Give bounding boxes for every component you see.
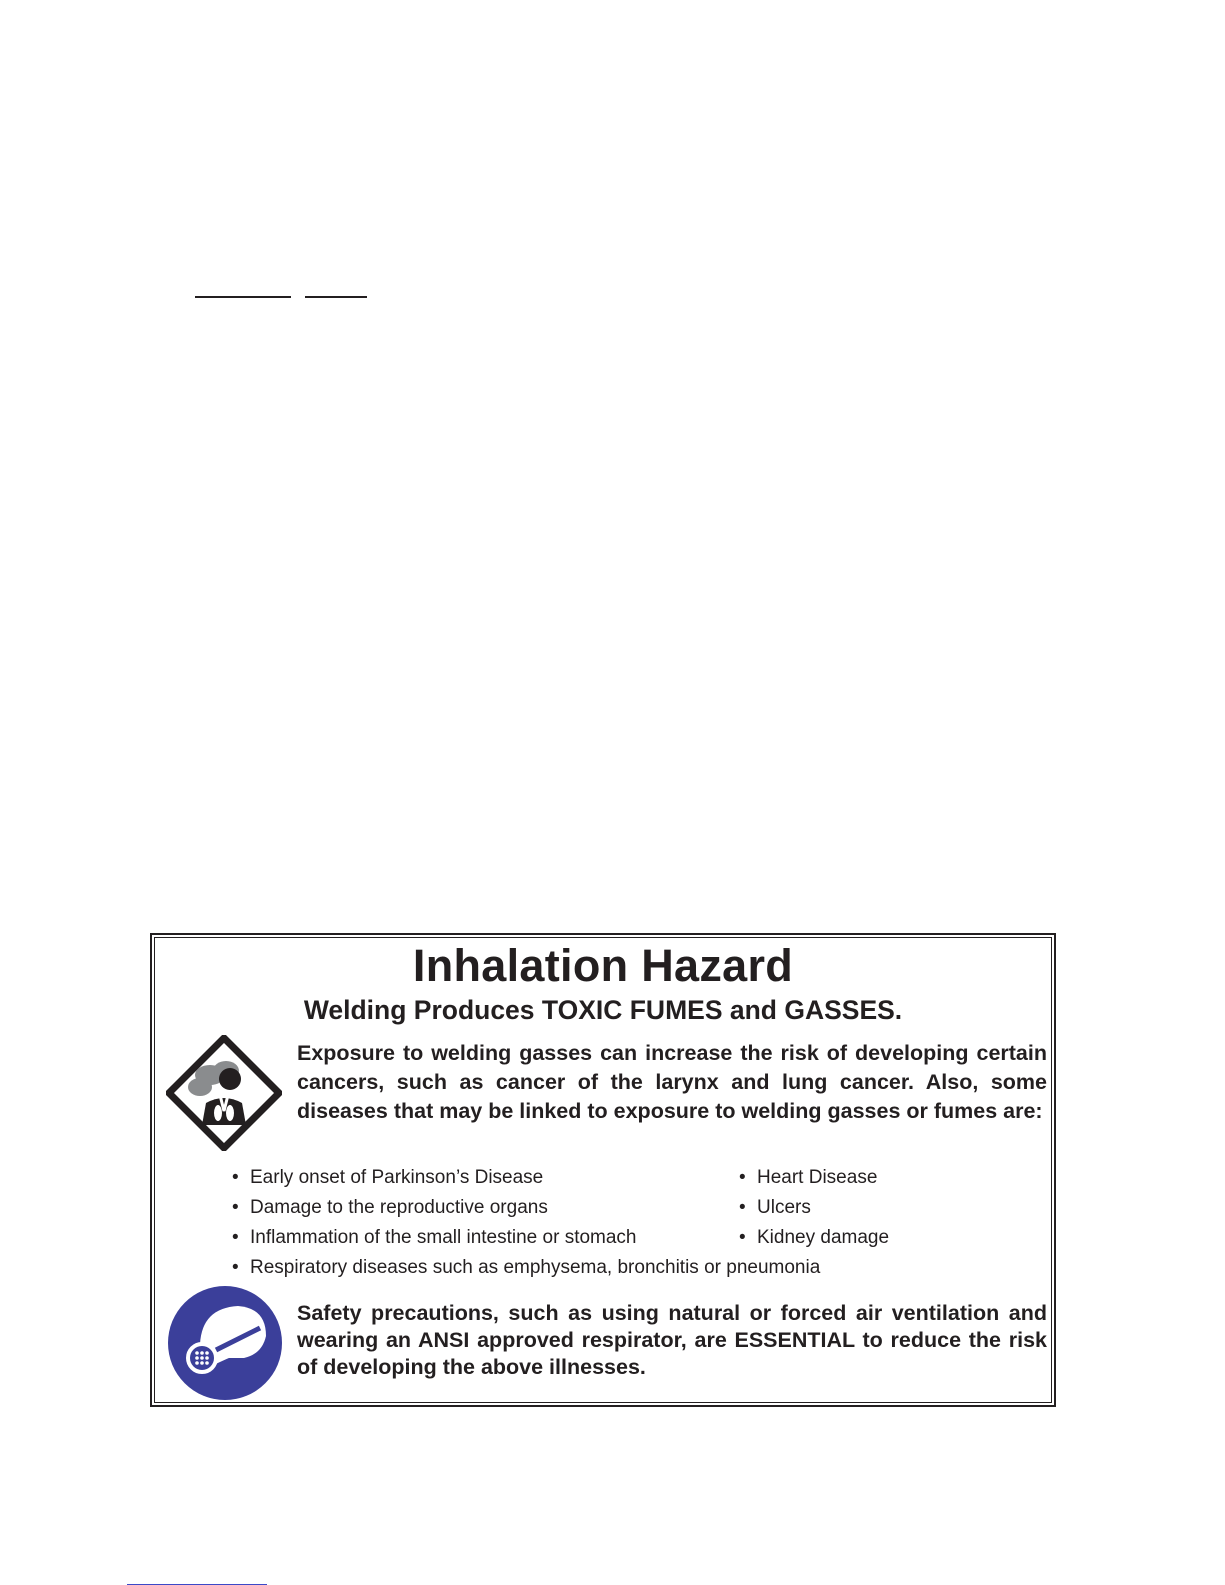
top-rule-right: [305, 296, 367, 298]
disease-item: • Damage to the reproductive organs: [232, 1193, 548, 1223]
disease-item: • Heart Disease: [739, 1163, 877, 1193]
top-rule-left: [195, 296, 291, 298]
respirator-required-icon: [166, 1284, 284, 1402]
disease-item: • Respiratory diseases such as emphysema, bronchitis or pneumonia: [232, 1253, 820, 1283]
disease-item: • Ulcers: [739, 1193, 811, 1223]
warning-title: Inhalation Hazard: [412, 940, 794, 991]
disease-item: • Early onset of Parkinson’s Disease: [232, 1163, 543, 1193]
warning-subtitle: Welding Produces TOXIC FUMES and GASSES.: [303, 995, 903, 1025]
disease-item: • Kidney damage: [739, 1223, 889, 1253]
precaution-paragraph: Safety precautions, such as using natural or forced air ventilation and wearing an ANSI approved respirator, are ESSENTIAL to reduce the risk of developing the above illnesses.: [297, 1301, 1047, 1379]
inhalation-hazard-warning: [150, 933, 1056, 1407]
exposure-paragraph: Exposure to welding gasses can increase the risk of developing certain cancers, such as cancer of the larynx and lung cancer. Also, some diseases that may be linked to exposure to welding gasses or fumes are:: [297, 1041, 1047, 1123]
disease-item: • Inflammation of the small intestine or stomach: [232, 1223, 637, 1253]
inhalation-hazard-icon: [166, 1035, 282, 1151]
